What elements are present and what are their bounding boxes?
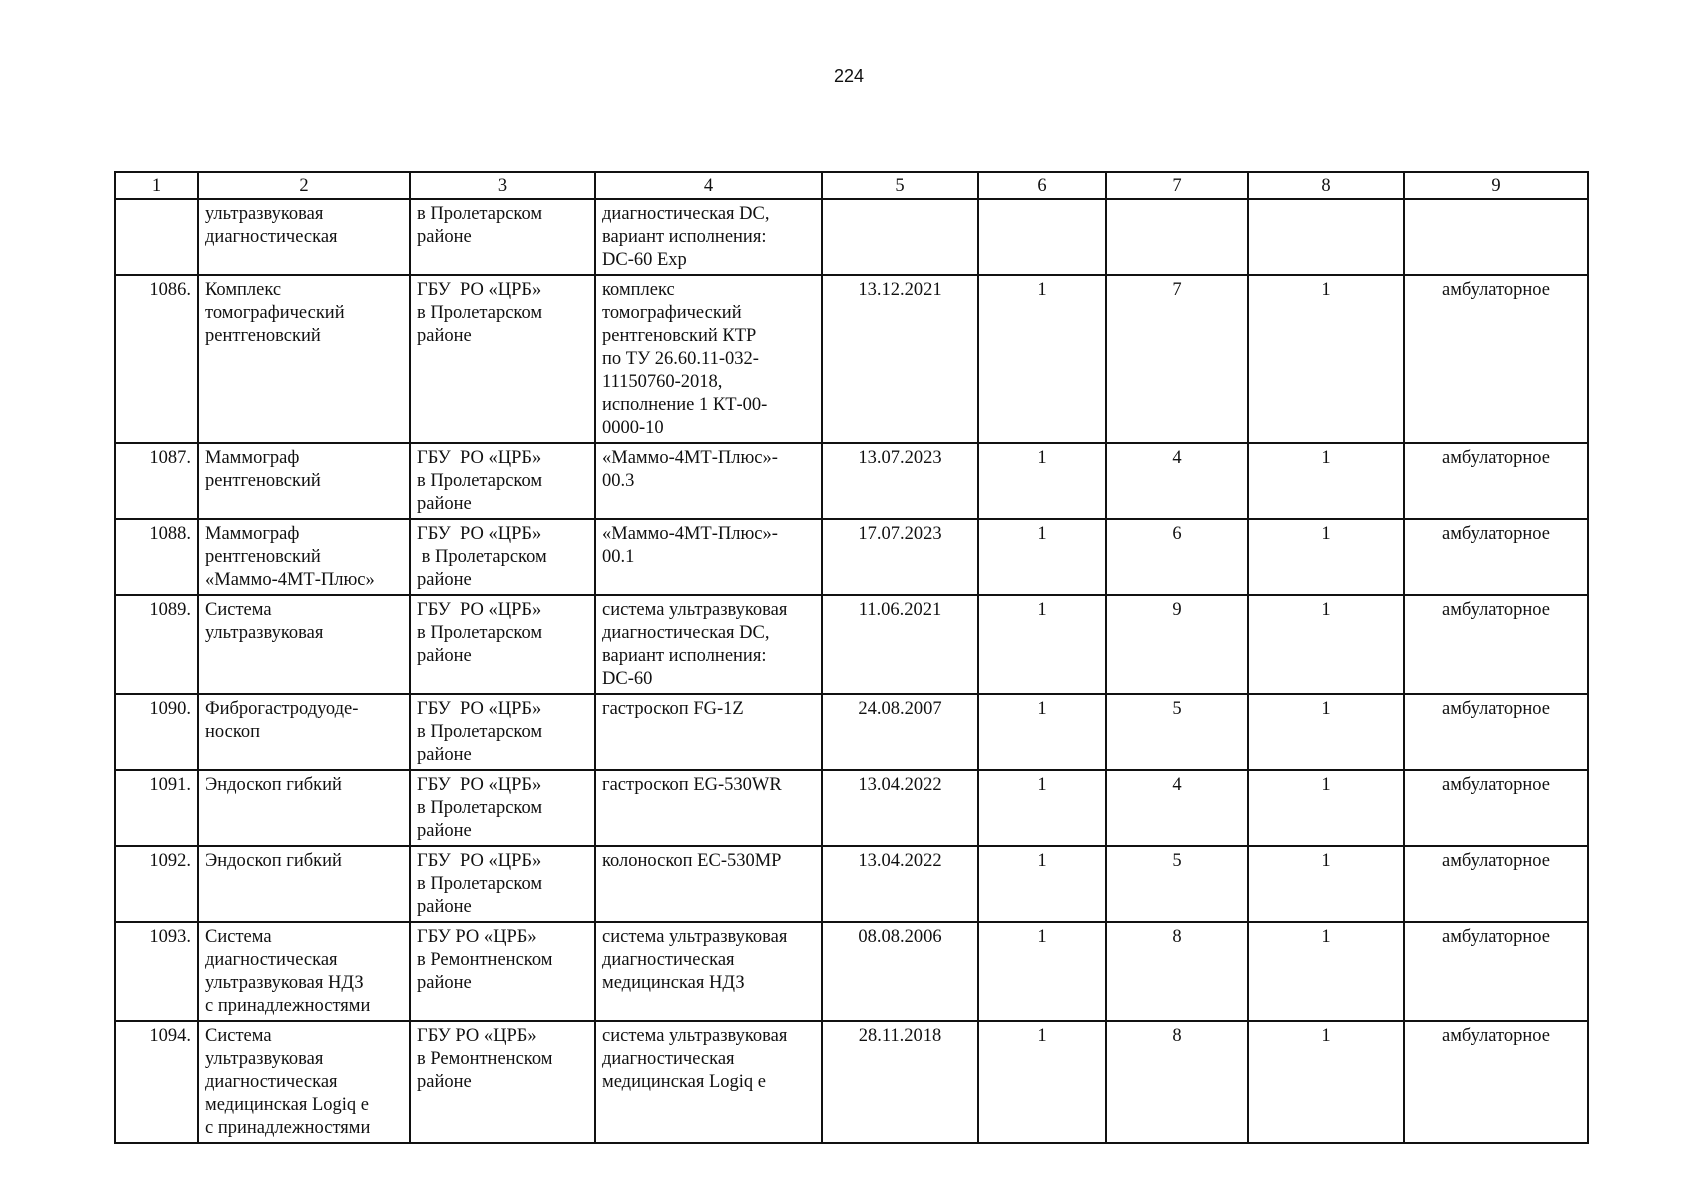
row-number-cell: 1086.: [115, 275, 198, 443]
column-6-cell: [978, 199, 1106, 275]
organization-line: районе: [417, 646, 472, 666]
column-header-8: 8: [1248, 172, 1404, 199]
table-row: [115, 1021, 1588, 1143]
organization-line: в Ремонтненском: [417, 1049, 553, 1069]
model-cell: [595, 275, 822, 443]
date-cell: 13.12.2021: [822, 275, 978, 443]
row-number-cell: 1091.: [115, 770, 198, 846]
model-line: «Маммо-4МТ-Плюс»-: [602, 448, 778, 468]
model-line: рентгеновский КТР: [602, 326, 757, 346]
column-8-cell: 1: [1248, 922, 1404, 1021]
care-type-cell: [1404, 199, 1588, 275]
column-header-9: 9: [1404, 172, 1588, 199]
equipment-name-line: томографический: [205, 303, 345, 323]
organization-line: ГБУ РО «ЦРБ»: [417, 280, 542, 300]
equipment-registry-table: [114, 171, 1589, 1144]
row-number-cell: 1090.: [115, 694, 198, 770]
equipment-name-line: Маммограф: [205, 524, 300, 544]
organization-line: в Пролетарском: [417, 471, 543, 491]
model-line: 00.3: [602, 471, 635, 491]
organization-line: в Пролетарском: [417, 303, 543, 323]
equipment-name-line: Система: [205, 600, 272, 620]
column-header-6: 6: [978, 172, 1106, 199]
equipment-name-line: рентгеновский: [205, 326, 321, 346]
organization-line: районе: [417, 1072, 472, 1092]
column-header-7: 7: [1106, 172, 1248, 199]
equipment-name-line: носкоп: [205, 722, 261, 742]
column-8-cell: 1: [1248, 443, 1404, 519]
model-line: 11150760-2018,: [602, 372, 723, 392]
model-line: колоноскоп EC-530MP: [602, 851, 782, 871]
equipment-name-line: Комплекс: [205, 280, 282, 300]
organization-line: ГБУ РО «ЦРБ»: [417, 699, 542, 719]
organization-cell: [410, 694, 595, 770]
equipment-name-line: с принадлежностями: [205, 996, 371, 1016]
equipment-name-line: диагностическая: [205, 950, 338, 970]
organization-cell: [410, 595, 595, 694]
column-6-cell: 1: [978, 443, 1106, 519]
organization-line: в Пролетарском: [417, 874, 543, 894]
care-type-cell: амбулаторное: [1404, 519, 1588, 595]
model-cell: [595, 770, 822, 846]
equipment-name-line: Эндоскоп гибкий: [205, 775, 342, 795]
date-cell: 24.08.2007: [822, 694, 978, 770]
care-type-cell: амбулаторное: [1404, 443, 1588, 519]
equipment-name-line: ультразвуковая НДЗ: [205, 973, 364, 993]
organization-line: ГБУ РО «ЦРБ»: [417, 927, 537, 947]
model-line: диагностическая DC,: [602, 623, 770, 643]
column-7-cell: 4: [1106, 770, 1248, 846]
model-line: «Маммо-4МТ-Плюс»-: [602, 524, 778, 544]
column-7-cell: 8: [1106, 922, 1248, 1021]
column-8-cell: 1: [1248, 1021, 1404, 1143]
organization-line: в Пролетарском: [417, 547, 547, 567]
equipment-name-line: диагностическая: [205, 227, 338, 247]
column-7-cell: 5: [1106, 846, 1248, 922]
organization-cell: [410, 519, 595, 595]
column-header-3: 3: [410, 172, 595, 199]
table-row: [115, 770, 1588, 846]
organization-line: районе: [417, 897, 472, 917]
organization-line: в Ремонтненском: [417, 950, 553, 970]
equipment-name-line: диагностическая: [205, 1072, 338, 1092]
equipment-name-line: ультразвуковая: [205, 1049, 324, 1069]
row-number-cell: 1094.: [115, 1021, 198, 1143]
row-number-cell: [115, 199, 198, 275]
row-number-cell: 1093.: [115, 922, 198, 1021]
equipment-name-cell: [198, 443, 410, 519]
equipment-name-line: с принадлежностями: [205, 1118, 371, 1138]
model-cell: [595, 1021, 822, 1143]
date-cell: 08.08.2006: [822, 922, 978, 1021]
model-line: система ультразвуковая: [602, 927, 788, 947]
model-cell: [595, 595, 822, 694]
column-6-cell: 1: [978, 922, 1106, 1021]
equipment-name-cell: [198, 595, 410, 694]
model-line: диагностическая DC,: [602, 204, 770, 224]
care-type-cell: амбулаторное: [1404, 275, 1588, 443]
model-line: по ТУ 26.60.11-032-: [602, 349, 759, 369]
row-number-cell: 1088.: [115, 519, 198, 595]
column-8-cell: 1: [1248, 770, 1404, 846]
equipment-name-line: Маммограф: [205, 448, 300, 468]
row-number-cell: 1087.: [115, 443, 198, 519]
organization-line: ГБУ РО «ЦРБ»: [417, 851, 542, 871]
organization-cell: [410, 199, 595, 275]
column-8-cell: 1: [1248, 519, 1404, 595]
equipment-name-line: ультразвуковая: [205, 204, 324, 224]
equipment-name-line: рентгеновский: [205, 547, 321, 567]
date-cell: 17.07.2023: [822, 519, 978, 595]
date-cell: 13.07.2023: [822, 443, 978, 519]
column-7-cell: 7: [1106, 275, 1248, 443]
column-header-1: 1: [115, 172, 198, 199]
column-header-5: 5: [822, 172, 978, 199]
organization-line: районе: [417, 570, 472, 590]
model-line: 0000-10: [602, 418, 664, 438]
equipment-name-line: рентгеновский: [205, 471, 321, 491]
column-8-cell: 1: [1248, 595, 1404, 694]
organization-line: ГБУ РО «ЦРБ»: [417, 1026, 537, 1046]
organization-line: в Пролетарском: [417, 722, 543, 742]
care-type-cell: амбулаторное: [1404, 1021, 1588, 1143]
column-6-cell: 1: [978, 770, 1106, 846]
table-row: [115, 846, 1588, 922]
organization-cell: [410, 922, 595, 1021]
column-6-cell: 1: [978, 846, 1106, 922]
column-6-cell: 1: [978, 519, 1106, 595]
organization-line: ГБУ РО «ЦРБ»: [417, 775, 542, 795]
row-number-cell: 1092.: [115, 846, 198, 922]
equipment-name-line: Фиброгастродуоде-: [205, 699, 359, 719]
date-cell: [822, 199, 978, 275]
equipment-name-line: Эндоскоп гибкий: [205, 851, 342, 871]
table-row: [115, 922, 1588, 1021]
equipment-name-cell: [198, 1021, 410, 1143]
care-type-cell: амбулаторное: [1404, 922, 1588, 1021]
model-line: 00.1: [602, 547, 635, 567]
column-number-header-row: [115, 172, 1588, 199]
model-line: DC-60: [602, 669, 653, 689]
equipment-name-cell: [198, 694, 410, 770]
model-line: диагностическая: [602, 950, 735, 970]
equipment-name-cell: [198, 922, 410, 1021]
organization-line: районе: [417, 227, 472, 247]
table-row: [115, 275, 1588, 443]
column-8-cell: 1: [1248, 275, 1404, 443]
organization-line: районе: [417, 745, 472, 765]
model-cell: [595, 922, 822, 1021]
equipment-name-cell: [198, 770, 410, 846]
model-cell: [595, 519, 822, 595]
organization-line: в Пролетарском: [417, 798, 543, 818]
column-6-cell: 1: [978, 595, 1106, 694]
column-header-4: 4: [595, 172, 822, 199]
organization-line: районе: [417, 821, 472, 841]
organization-line: районе: [417, 326, 472, 346]
model-line: гастроскоп FG-1Z: [602, 699, 744, 719]
model-line: диагностическая: [602, 1049, 735, 1069]
column-8-cell: [1248, 199, 1404, 275]
date-cell: 13.04.2022: [822, 846, 978, 922]
column-6-cell: 1: [978, 275, 1106, 443]
row-number-cell: 1089.: [115, 595, 198, 694]
organization-cell: [410, 443, 595, 519]
column-6-cell: 1: [978, 1021, 1106, 1143]
organization-line: в Пролетарском: [417, 204, 543, 224]
equipment-name-cell: [198, 275, 410, 443]
column-8-cell: 1: [1248, 846, 1404, 922]
table-row: [115, 694, 1588, 770]
model-line: гастроскоп EG-530WR: [602, 775, 782, 795]
column-8-cell: 1: [1248, 694, 1404, 770]
organization-line: ГБУ РО «ЦРБ»: [417, 524, 542, 544]
column-7-cell: 4: [1106, 443, 1248, 519]
table-row: [115, 519, 1588, 595]
organization-line: ГБУ РО «ЦРБ»: [417, 600, 542, 620]
care-type-cell: амбулаторное: [1404, 694, 1588, 770]
table-row: [115, 199, 1588, 275]
model-cell: [595, 443, 822, 519]
column-7-cell: 6: [1106, 519, 1248, 595]
equipment-name-line: Система: [205, 1026, 272, 1046]
equipment-name-cell: [198, 199, 410, 275]
organization-cell: [410, 770, 595, 846]
equipment-name-line: Система: [205, 927, 272, 947]
date-cell: 11.06.2021: [822, 595, 978, 694]
date-cell: 28.11.2018: [822, 1021, 978, 1143]
table-body: [115, 199, 1588, 1143]
organization-cell: [410, 846, 595, 922]
date-cell: 13.04.2022: [822, 770, 978, 846]
organization-line: районе: [417, 494, 472, 514]
model-line: вариант исполнения:: [602, 227, 767, 247]
model-cell: [595, 694, 822, 770]
equipment-name-line: «Маммо-4МТ-Плюс»: [205, 570, 375, 590]
model-line: система ультразвуковая: [602, 600, 788, 620]
care-type-cell: амбулаторное: [1404, 770, 1588, 846]
organization-cell: [410, 275, 595, 443]
equipment-name-line: ультразвуковая: [205, 623, 324, 643]
column-7-cell: [1106, 199, 1248, 275]
model-line: медицинская НДЗ: [602, 973, 745, 993]
model-line: система ультразвуковая: [602, 1026, 788, 1046]
table-row: [115, 595, 1588, 694]
organization-line: в Пролетарском: [417, 623, 543, 643]
equipment-name-cell: [198, 519, 410, 595]
organization-cell: [410, 1021, 595, 1143]
column-7-cell: 9: [1106, 595, 1248, 694]
organization-line: районе: [417, 973, 472, 993]
model-line: DC-60 Exp: [602, 250, 687, 270]
organization-line: ГБУ РО «ЦРБ»: [417, 448, 542, 468]
model-line: томографический: [602, 303, 742, 323]
column-7-cell: 8: [1106, 1021, 1248, 1143]
table-row: [115, 443, 1588, 519]
model-line: медицинская Logiq e: [602, 1072, 766, 1092]
model-cell: [595, 846, 822, 922]
page-number: 224: [833, 66, 865, 86]
model-line: вариант исполнения:: [602, 646, 767, 666]
care-type-cell: амбулаторное: [1404, 595, 1588, 694]
model-line: исполнение 1 КТ-00-: [602, 395, 768, 415]
model-cell: [595, 199, 822, 275]
column-header-2: 2: [198, 172, 410, 199]
column-6-cell: 1: [978, 694, 1106, 770]
equipment-name-line: медицинская Logiq e: [205, 1095, 369, 1115]
model-line: комплекс: [602, 280, 675, 300]
column-7-cell: 5: [1106, 694, 1248, 770]
equipment-name-cell: [198, 846, 410, 922]
care-type-cell: амбулаторное: [1404, 846, 1588, 922]
